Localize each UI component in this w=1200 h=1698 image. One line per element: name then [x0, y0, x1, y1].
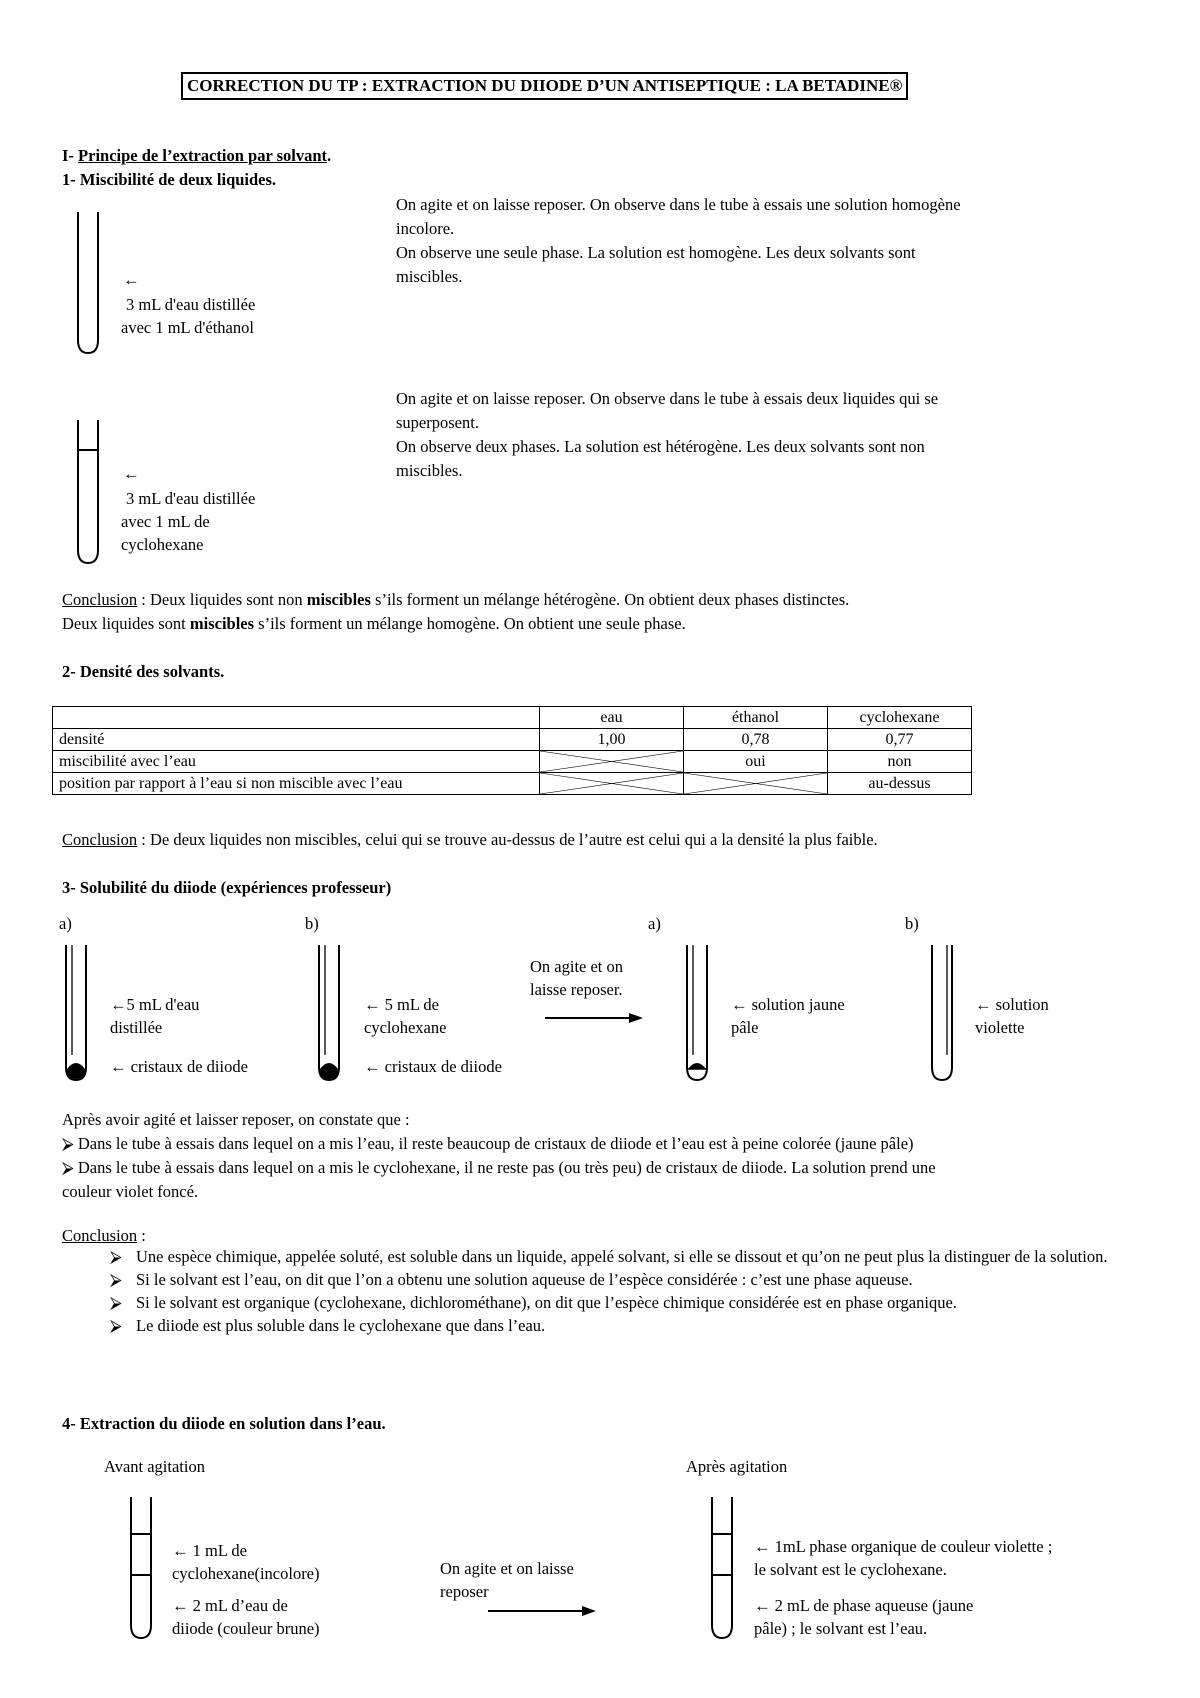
observation-intro: Après avoir agité et laisser reposer, on constate que : — [62, 1110, 410, 1129]
tube-a-label-1: ←5 mL d'eau — [110, 995, 200, 1014]
exp-2-line-3: On observe deux phases. La solution est hétérogène. Les deux solvants sont non — [396, 437, 925, 456]
observation-2-cont: couleur violet foncé. — [62, 1182, 199, 1201]
tube-b-label-2: cyclohexane — [364, 1018, 447, 1037]
subsection-solubility: 3- Solubilité du diiode (expériences professeur) — [62, 878, 392, 897]
conclusion-2-text-a: Deux liquides sont — [62, 614, 190, 633]
table-header-cell: cyclohexane — [828, 707, 972, 729]
test-tube-2 — [75, 420, 105, 564]
tube-2-label-2: avec 1 mL de — [121, 512, 210, 531]
table-header-cell: éthanol — [684, 707, 828, 729]
tube-b-label-1: ← 5 mL de — [364, 995, 439, 1014]
conclusion-label: Conclusion — [62, 590, 138, 609]
tube-a-label-3: ← cristaux de diiode — [110, 1057, 248, 1076]
table-row — [53, 729, 972, 751]
subsection-extraction: 4- Extraction du diiode en solution dans l’eau. — [62, 1414, 386, 1433]
conclusion-density-text: : De deux liquides non miscibles, celui qui se trouve au-dessus de l’autre est celui qui a la densité la plus faible. — [137, 830, 878, 849]
table-row — [53, 773, 972, 795]
table-header-cell: eau — [540, 707, 684, 729]
exp-1-line-2: incolore. — [396, 219, 455, 238]
list-item-text: Le diiode est plus soluble dans le cyclohexane que dans l’eau. — [136, 1316, 546, 1335]
exp-2-line-1: On agite et on laisse reposer. On observe dans le tube à essais deux liquides qui se — [396, 389, 939, 408]
conclusion-density — [62, 828, 878, 851]
tube-2-label-3: cyclohexane — [121, 535, 204, 554]
list-item-text: Si le solvant est l’eau, on dit que l’on a obtenu une solution aqueuse de l’espèce considérée : c’est une phase aqueuse. — [136, 1270, 913, 1289]
shake-text-3: On agite et on laisse — [440, 1559, 574, 1578]
after-label-2b: pâle) ; le solvant est l’eau. — [754, 1619, 928, 1638]
conclusion-2-keyword: miscibles — [189, 614, 255, 633]
before-label-1b: cyclohexane(incolore) — [172, 1564, 320, 1583]
tube-2-label-1: 3 mL d'eau distillée — [126, 489, 256, 508]
observation-2 — [62, 1156, 936, 1179]
density-table — [52, 706, 972, 795]
before-label-2a: ← 2 mL d’eau de — [172, 1596, 288, 1615]
test-tube-cyclohexane-crystals — [316, 945, 346, 1085]
conclusion-colon: : — [137, 1226, 146, 1245]
before-agitation-label: Avant agitation — [104, 1457, 205, 1476]
table-cell: 0,78 — [684, 729, 828, 751]
exp-2-line-4: miscibles. — [396, 461, 463, 480]
table-cell: position par rapport à l’eau si non miscible avec l’eau — [53, 773, 540, 795]
tube-b-label-3: ← cristaux de diiode — [364, 1057, 502, 1076]
before-label-1a: ← 1 mL de — [172, 1541, 247, 1560]
conclusion-1-keyword: miscibles — [306, 590, 371, 609]
after-agitation-label: Après agitation — [686, 1457, 788, 1476]
conclusion-1-line-2 — [62, 612, 686, 635]
bullet-arrow-icon: ⮚ — [62, 1158, 74, 1177]
list-item — [110, 1268, 1140, 1291]
section-1-heading — [62, 144, 331, 167]
subsection-density: 2- Densité des solvants. — [62, 662, 225, 681]
observation-2-text: Dans le tube à essais dans lequel on a mis le cyclohexane, il ne reste pas (ou très peu) de cristaux de diiode. La solution prend une — [77, 1158, 936, 1177]
conclusion-solubility-list — [110, 1245, 1140, 1337]
tube-2-arrow: ← — [123, 464, 140, 483]
test-tube-violet — [929, 945, 959, 1085]
tube-1-label-2: avec 1 mL d'éthanol — [121, 318, 254, 337]
conclusion-2-text-c: s’ils forment un mélange homogène. On obtient une seule phase. — [254, 614, 686, 633]
table-cell: oui — [684, 751, 828, 773]
section-1-title: Principe de l’extraction par solvant — [78, 146, 328, 165]
shake-text-2: laisse reposer. — [530, 980, 623, 999]
table-cell: 0,77 — [828, 729, 972, 751]
label-a-1: a) — [59, 914, 72, 933]
conclusion-label: Conclusion — [62, 1226, 138, 1245]
test-tube-pale-yellow — [684, 945, 714, 1085]
bullet-arrow-icon: ⮚ — [110, 1293, 122, 1312]
conclusion-1-text-a: : Deux liquides sont non — [137, 590, 307, 609]
conclusion-1-line-1 — [62, 588, 849, 611]
exp-1-line-3: On observe une seule phase. La solution est homogène. Les deux solvants sont — [396, 243, 916, 262]
page-title: CORRECTION DU TP : EXTRACTION DU DIIODE D’UN ANTISEPTIQUE : LA BETADINE® — [181, 72, 908, 100]
list-item-text: Une espèce chimique, appelée soluté, est soluble dans un liquide, appelé solvant, si elle se dissout et qu’on ne peut plus la distinguer de la solution. — [136, 1247, 1108, 1266]
table-cell-crossed — [540, 773, 684, 795]
shake-text-4: reposer — [440, 1582, 489, 1601]
tube-c-label-1: ← solution jaune — [731, 995, 845, 1014]
conclusion-solubility-heading — [62, 1224, 146, 1247]
list-item-text: Si le solvant est organique (cyclohexane, dichlorométhane), on dit que l’espèce chimique considérée est en phase organique. — [136, 1293, 957, 1312]
before-label-2b: diiode (couleur brune) — [172, 1619, 320, 1638]
tube-a-label-2: distillée — [110, 1018, 163, 1037]
label-b-2: b) — [905, 914, 919, 933]
section-1-prefix: I- — [62, 146, 79, 165]
table-cell-crossed — [540, 751, 684, 773]
table-header-cell — [53, 707, 540, 729]
after-label-1b: le solvant est le cyclohexane. — [754, 1560, 947, 1579]
after-label-1a: ← 1mL phase organique de couleur violette ; — [754, 1537, 1053, 1556]
table-cell-crossed — [684, 773, 828, 795]
conclusion-label: Conclusion — [62, 830, 138, 849]
observation-1 — [62, 1132, 914, 1155]
observation-1-text: Dans le tube à essais dans lequel on a mis l’eau, il reste beaucoup de cristaux de diiode et l’eau est à peine colorée (jaune pâle) — [77, 1134, 914, 1153]
test-tube-water-crystals — [63, 945, 93, 1085]
table-cell: densité — [53, 729, 540, 751]
table-cell: non — [828, 751, 972, 773]
table-header-row — [53, 707, 972, 729]
subsection-miscibility: 1- Miscibilité de deux liquides. — [62, 170, 277, 189]
bullet-arrow-icon: ⮚ — [110, 1316, 122, 1335]
after-label-2a: ← 2 mL de phase aqueuse (jaune — [754, 1596, 974, 1615]
label-a-2: a) — [648, 914, 661, 933]
tube-c-label-2: pâle — [731, 1018, 759, 1037]
tube-1-label-1: 3 mL d'eau distillée — [126, 295, 256, 314]
list-item — [110, 1245, 1140, 1268]
tube-d-label-1: ← solution — [975, 995, 1049, 1014]
list-item — [110, 1291, 1140, 1314]
section-1-suffix: . — [327, 146, 332, 165]
tube-d-label-2: violette — [975, 1018, 1025, 1037]
list-item — [110, 1314, 1140, 1337]
table-cell: au-dessus — [828, 773, 972, 795]
test-tube-after — [709, 1497, 739, 1642]
table-cell: 1,00 — [540, 729, 684, 751]
bullet-arrow-icon: ⮚ — [110, 1270, 122, 1289]
exp-2-line-2: superposent. — [396, 413, 479, 432]
exp-1-line-1: On agite et on laisse reposer. On observe dans le tube à essais une solution homogène — [396, 195, 961, 214]
table-cell: miscibilité avec l’eau — [53, 751, 540, 773]
bullet-arrow-icon: ⮚ — [62, 1134, 74, 1153]
bullet-arrow-icon: ⮚ — [110, 1247, 122, 1266]
table-row — [53, 751, 972, 773]
test-tube-before — [128, 1497, 158, 1642]
label-b-1: b) — [305, 914, 319, 933]
tube-1-arrow: ← — [123, 270, 140, 289]
conclusion-1-text-c: s’ils forment un mélange hétérogène. On obtient deux phases distinctes. — [370, 590, 850, 609]
test-tube-1 — [75, 212, 105, 356]
arrow-right-icon — [488, 1604, 598, 1618]
exp-1-line-4: miscibles. — [396, 267, 463, 286]
shake-text-1: On agite et on — [530, 957, 624, 976]
arrow-right-icon — [545, 1011, 645, 1025]
